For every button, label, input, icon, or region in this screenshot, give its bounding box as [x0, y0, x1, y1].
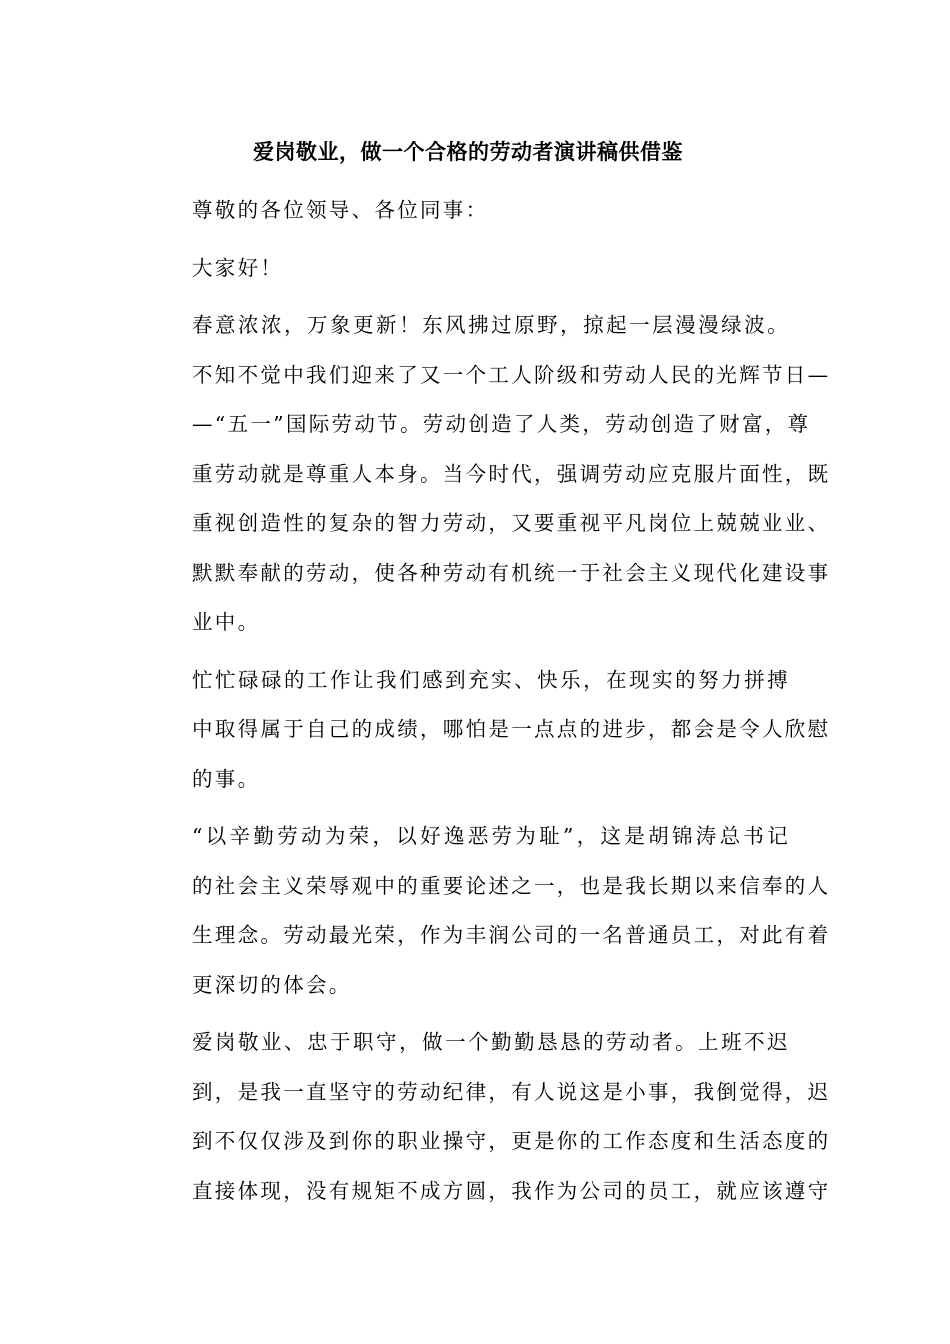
text-line: 爱岗敬业、忠于职守，做一个勤勤恳恳的劳动者。上班不迟 [192, 1030, 790, 1054]
text-line: 春意浓浓，万象更新！东风拂过原野，掠起一层漫漫绿波。 [192, 313, 790, 337]
text-line: —“五一”国际劳动节。劳动创造了人类，劳动创造了财富，尊 [192, 412, 811, 436]
text-line: 重视创造性的复杂的智力劳动，又要重视平凡岗位上兢兢业业、 [192, 511, 831, 535]
text-line: 默默奉献的劳动，使各种劳动有机统一于社会主义现代化建设事 [192, 560, 831, 585]
text-line: 的事。 [192, 766, 261, 791]
text-line: 生理念。劳动最光荣，作为丰润公司的一名普通员工，对此有着 [192, 923, 831, 947]
text-line: 到，是我一直坚守的劳动纪律，有人说这是小事，我倒觉得，迟 [192, 1079, 831, 1104]
text-line: 不知不觉中我们迎来了又一个工人阶级和劳动人民的光辉节日— [192, 362, 831, 387]
text-line: “以辛勤劳动为荣，以好逸恶劳为耻”，这是胡锦涛总书记 [192, 824, 790, 848]
text-line: 大家好！ [192, 255, 284, 280]
text-line: 尊敬的各位领导、各位同事： [192, 198, 489, 222]
paragraph [146, 1018, 831, 1216]
paragraph [146, 301, 831, 648]
paragraph [146, 656, 831, 805]
paragraph [146, 812, 831, 1010]
page-title: 爱岗敬业，做一个合格的劳动者演讲稿供借鉴 [253, 140, 683, 164]
text-line: 业中。 [192, 610, 261, 634]
greeting [146, 244, 790, 294]
text-line: 中取得属于自己的成绩，哪怕是一点点的进步，都会是令人欣慰 [192, 717, 831, 741]
text-line: 的社会主义荣辱观中的重要论述之一，也是我长期以来信奉的人 [192, 873, 831, 898]
text-line: 到不仅仅涉及到你的职业操守，更是你的工作态度和生活态度的 [192, 1129, 831, 1153]
document-body [146, 186, 831, 1224]
text-line: 更深切的体会。 [192, 972, 352, 997]
salutation [146, 186, 790, 236]
text-line: 直接体现，没有规矩不成方圆，我作为公司的员工，就应该遵守 [192, 1178, 831, 1203]
text-line: 忙忙碌碌的工作让我们感到充实、快乐，在现实的努力拼搏 [192, 667, 790, 692]
text-line: 重劳动就是尊重人本身。当今时代，强调劳动应克服片面性，既 [192, 461, 831, 486]
